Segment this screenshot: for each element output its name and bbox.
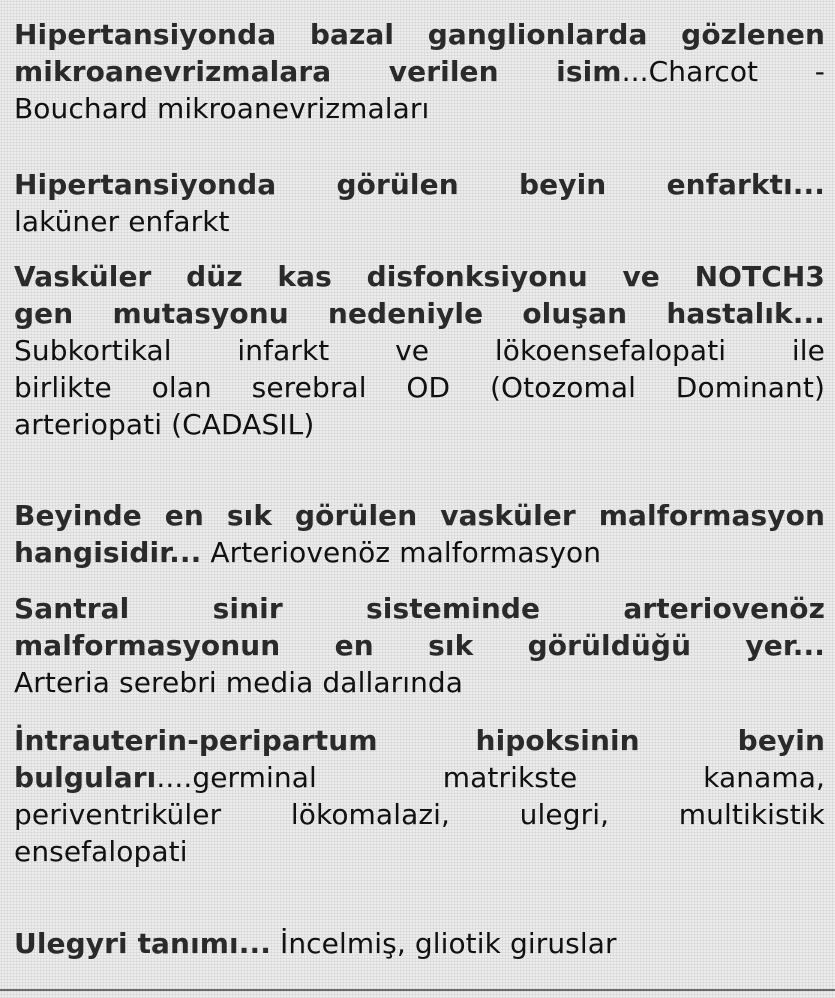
answer-text: İncelmiş, gliotik giruslar	[270, 927, 617, 960]
answer-text: Bouchard mikroanevrizmaları	[14, 92, 430, 125]
question-text: Ulegyri tanımı...	[14, 927, 271, 960]
text-line	[14, 203, 825, 240]
answer-text: arteriopati (CADASIL)	[14, 408, 315, 441]
answer-text: Subkortikal infarkt ve lökoensefalopati ile	[14, 334, 825, 367]
entry-charcot-bouchard	[14, 16, 825, 127]
text-line	[14, 295, 825, 332]
question-text: malformasyonun en sık görüldüğü yer...	[14, 629, 825, 662]
entry-lacunar-infarct	[14, 166, 825, 240]
question-text: Hipertansiyonda bazal ganglionlarda gözlenen	[14, 18, 825, 51]
question-text: bulguları	[14, 761, 157, 794]
text-line	[14, 497, 825, 534]
text-line	[14, 53, 825, 90]
answer-text: ....germinal matrikste kanama,	[156, 761, 825, 794]
text-line	[14, 925, 825, 962]
text-line	[14, 796, 825, 833]
question-text: İntrauterin-peripartum hipoksinin beyin	[14, 724, 825, 757]
text-line	[14, 16, 825, 53]
bottom-rule	[0, 989, 835, 991]
text-line	[14, 332, 825, 369]
answer-text: ensefalopati	[14, 835, 188, 868]
question-text: Vasküler düz kas disfonksiyonu ve NOTCH3	[14, 260, 825, 293]
entry-avm-location	[14, 590, 825, 701]
text-line	[14, 627, 825, 664]
text-line	[14, 166, 825, 203]
entry-ulegyri-definition	[14, 925, 825, 962]
text-line	[14, 258, 825, 295]
answer-text: periventriküler lökomalazi, ulegri, multikistik	[14, 798, 825, 831]
question-text: hangisidir...	[14, 536, 202, 569]
text-line	[14, 369, 825, 406]
text-line	[14, 534, 825, 571]
text-line	[14, 833, 825, 870]
entry-hypoxia-findings	[14, 722, 825, 870]
question-text: mikroanevrizmalara verilen isim	[14, 55, 622, 88]
answer-text: ...Charcot -	[621, 55, 825, 88]
text-line	[14, 590, 825, 627]
answer-text: Arteriovenöz malformasyon	[201, 536, 602, 569]
text-line	[14, 406, 825, 443]
entry-cadasil	[14, 258, 825, 443]
question-text: Hipertansiyonda görülen beyin enfarktı...	[14, 168, 825, 201]
question-text: Santral sinir sisteminde arteriovenöz	[14, 592, 825, 625]
answer-text: Arteria serebri media dallarında	[14, 666, 464, 699]
answer-text: laküner enfarkt	[14, 205, 230, 238]
text-line	[14, 90, 825, 127]
answer-text: birlikte olan serebral OD (Otozomal Dominant)	[14, 371, 825, 404]
question-text: Beyinde en sık görülen vasküler malformasyon	[14, 499, 825, 532]
question-text: gen mutasyonu nedeniyle oluşan hastalık...	[14, 297, 825, 330]
text-line	[14, 664, 825, 701]
text-line	[14, 759, 825, 796]
text-line	[14, 722, 825, 759]
entry-vascular-malformation	[14, 497, 825, 571]
